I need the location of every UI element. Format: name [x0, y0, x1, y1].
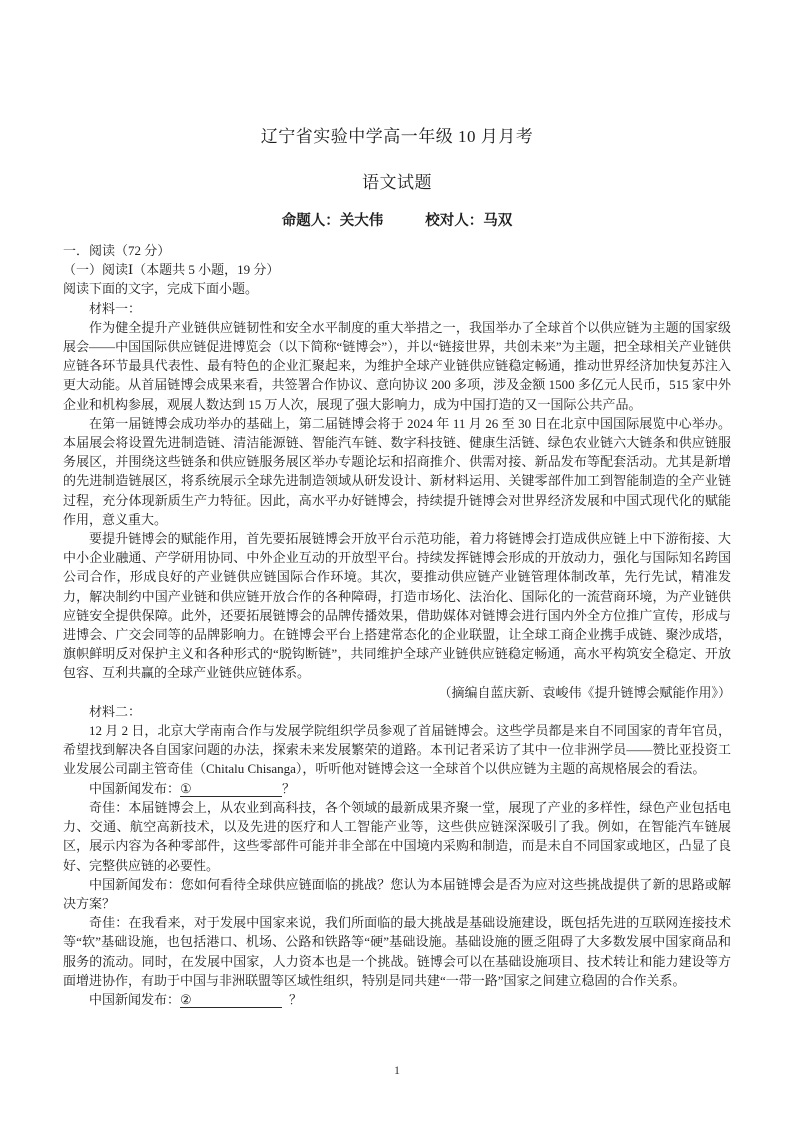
material1-paragraph-3: 要提升链博会的赋能作用，首先要拓展链博会开放平台示范功能，着力将链博会打造成供应链上中下游衔接、大中小企业融通、产学研用协同、中外企业互动的开放型平台。持续发挥链博会形成的开放动力，强化与国际知名跨国公司合作，形成良好的产业链供应链国际合作环境。其次，要推动供应链产业链管理体制改革，先行先试，精准发力，解决制约中国产业链和供应链开放合作的各种障碍，打造市场化、法治化、国际化的一流营商环境，为产业链供应链安全提供保障。此外，还要拓展链博会的品牌传播效果，借助媒体对链博会进行国内外全方位推广宣传，形成与进博会、广交会同等的品牌影响力。在链博会平台上搭建常态化的企业联盟，让全球工商企业携手成链、聚沙成塔，旗帜鲜明反对保护主义和各种形式的“脱钩断链”，共同维护全球产业链供应链稳定畅通，高水平构筑安全稳定、开放包容、互利共赢的全球产业链供应链体系。 — [63, 531, 731, 681]
dialogue-text: 本届链博会上，从农业到高科技，各个领域的最新成果齐聚一堂，展现了产业的多样性，绿色产业包括电力、交通、航空高新技术，以及先进的医疗和人工智能产业等，这些供应链深深吸引了我。例如，在智能汽车链展区，展示内容为各种零部件，这些零部件可能并非全部在中国境内采购和制造，而是未自不同国家或地区，凸显了良好、完整供应链的必要性。 — [63, 799, 731, 873]
material1-source-citation: （摘编自蓝庆新、袁峻伟《提升链博会赋能作用》） — [438, 684, 731, 700]
byline — [63, 211, 731, 231]
dialogue-speaker: 中国新闻发布： — [89, 991, 181, 1007]
material1-paragraph-1: 作为健全提升产业链供应链韧性和安全水平制度的重大举措之一，我国举办了全球首个以供应链为主题的国家级展会——中国国际供应链促进博览会（以下简称“链博会”），并以“链接世界，共创未来”为主题，把全球相关产业链供应链各环节最具代表性、最有特色的企业汇聚起来，为维护全球产业链供应链稳定畅通，推动世界经济加快复苏注入更大动能。从首届链博会成果来看，共签署合作协议、意向协议 200 多项，涉及金额 1500 多亿元人民币，515 家中外企业和机构参展，观展人数达到 15 万人次，展现了强大影响力，成为中国打造的又一国际公共产品。 — [63, 319, 731, 412]
dialogue-speaker: 中国新闻发布： — [89, 876, 181, 892]
section-heading: 一．阅读（72 分） — [63, 243, 171, 258]
dialogue-answer-1 — [63, 798, 731, 875]
dialogue-question-2 — [63, 875, 731, 913]
page-number: 1 — [394, 1063, 400, 1077]
exam-subject-title: 语文试题 — [362, 173, 432, 192]
blank-marker-1: ① — [180, 780, 192, 796]
dialogue-text: 您如何看待全球供应链面临的挑战？您认为本届链博会是否为应对这些挑战提供了新的思路或解决方案？ — [63, 876, 731, 911]
dialogue-speaker: 奇佳： — [89, 799, 129, 815]
dialogue-answer-2 — [63, 913, 731, 990]
answer-blank-2 — [180, 992, 282, 1008]
material1-label: 材料一： — [89, 300, 142, 316]
dialogue-speaker: 中国新闻发布： — [89, 780, 181, 796]
dialogue-question-blank-1 — [63, 779, 731, 798]
material2-label: 材料二： — [89, 703, 142, 719]
subsection-heading: （一）阅读Ⅰ（本题共 5 小题，19 分） — [63, 262, 280, 278]
dialogue-suffix: ？ — [289, 991, 303, 1007]
exam-title: 辽宁省实验中学高一年级 10 月月考 — [260, 127, 534, 146]
dialogue-suffix: ？ — [282, 780, 296, 796]
answer-blank-1 — [180, 781, 282, 797]
exam-body — [63, 241, 731, 1009]
byline-proofreader: 校对人：马双 — [425, 213, 513, 229]
material1-paragraph-2: 在第一届链博会成功举办的基础上，第二届链博会将于 2024 年 11 月 26 至 30 日在北京中国国际展览中心举办。本届展会将设置先进制造链、清洁能源链、智能汽车链、数字科技链、健康生活链、绿色农业链六大链条和供应链服务展区，并围绕这些链条和供应链服务展区举办专题论坛和招商推介、供需对接、新品发布等配套活动。尤其是新增的先进制造链展区，将系统展示全球先进制造领域从研发设计、新材料运用、关键零部件加工到智能制造的全产业链过程，充分体现新质生产力特征。因此，高水平办好链博会，持续提升链博会对世界经济发展和中国式现代化的赋能作用，意义重大。 — [63, 415, 731, 527]
blank-marker-2: ② — [180, 991, 192, 1007]
dialogue-text: 在我看来，对于发展中国家来说，我们所面临的最大挑战是基础设施建设，既包括先进的互联网连接技术等“软”基础设施，也包括港口、机场、公路和铁路等“硬”基础设施。基础设施的匮乏阻碍了大多数发展中国家商品和服务的流动。同时，在发展中国家，人力资本也是一个挑战。链博会可以在基础设施项目、技术转让和能力建设等方面增进协作，有助于中国与非洲联盟等区域性组织，特别是同共建“一带一路”国家之间建立稳固的合作关系。 — [63, 915, 731, 988]
material2-intro: 12 月 2 日，北京大学南南合作与发展学院组织学员参观了首届链博会。这些学员都是来自不同国家的青年官员，希望找到解决各自国家问题的办法，探索未来发展繁荣的道路。本刊记者采访了其中一位非洲学员——赞比亚投资工业发展公司副主管奇佳（Chitalu Chisanga），听听他对链博会这一全球首个以供应链为主题的高规格展会的看法。 — [63, 723, 731, 777]
byline-setter: 命题人：关大伟 — [281, 213, 384, 229]
dialogue-question-blank-2 — [63, 990, 731, 1009]
dialogue-speaker: 奇佳： — [89, 915, 129, 931]
reading-instruction: 阅读下面的文字，完成下面小题。 — [63, 281, 259, 297]
